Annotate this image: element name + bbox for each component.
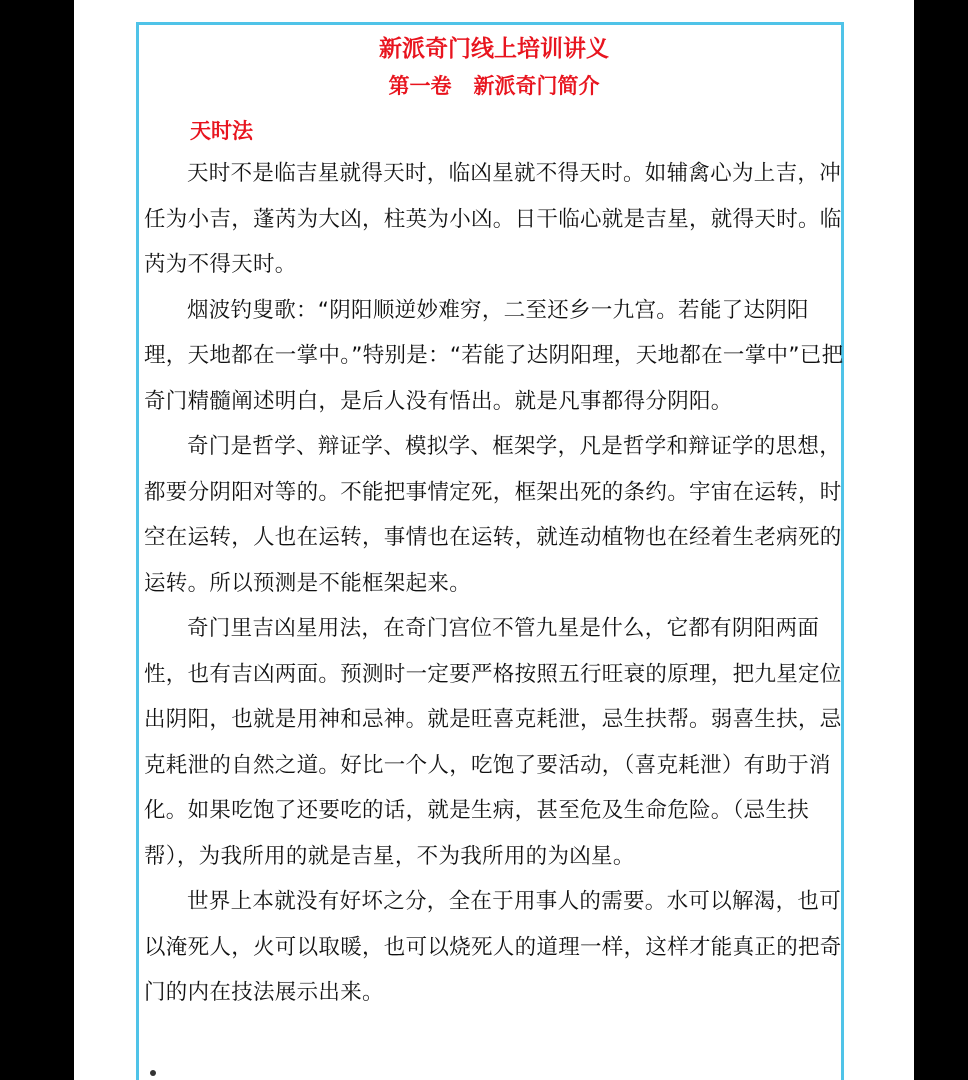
bullet-mark [150,1070,156,1076]
paragraph-2: 烟波钓叟歌：“阴阳顺逆妙难穷，二至还乡一九宫。若能了达阴阳理，天地都在一掌中。”特别是：“若能了达阴阳理，天地都在一掌中”已把奇门精髓阐述明白，是后人没有悟出。就是凡事都得分阴阳。 [144,297,844,414]
paragraph-4: 奇门里吉凶星用法，在奇门宫位不管九星是什么，它都有阴阳两面性，也有吉凶两面。预测时一定要严格按照五行旺衰的原理，把九星定位出阴阳，也就是用神和忌神。就是旺喜克耗泄，忌生扶帮。弱喜生扶，忌克耗泄的自然之道。好比一个人，吃饱了要活动，（喜克耗泄）有助于消化。如果吃饱了还要吃的话，就是生病，甚至危及生命危险。（忌生扶帮），为我所用的就是吉星，不为我所用的为凶星。 [144,616,842,869]
paragraph-1: 天时不是临吉星就得天时，临凶星就不得天时。如辅禽心为上吉，冲任为小吉，蓬芮为大凶，柱英为小凶。日干临心就是吉星，就得天时。临芮为不得天时。 [144,161,842,277]
document-page [74,0,914,1080]
volume-name: 新派奇门简介 [473,74,600,98]
volume-title [74,70,914,100]
section-heading: 天时法 [190,119,253,143]
volume-label: 第一卷 [388,74,452,98]
paragraph-3: 奇门是哲学、辩证学、模拟学、框架学，凡是哲学和辩证学的思想，都要分阴阳对等的。不能把事情定死，框架出死的条约。宇宙在运转，时空在运转，人也在运转，事情也在运转，就连动植物也在经着生老病死的运转。所以预测是不能框架起来。 [144,434,842,596]
document-title: 新派奇门线上培训讲义 [379,35,609,62]
paragraph-5: 世界上本就没有好坏之分，全在于用事人的需要。水可以解渴，也可以淹死人，火可以取暖，也可以烧死人的道理一样，这样才能真正的把奇门的内在技法展示出来。 [144,889,842,1005]
document-body [144,151,844,1016]
